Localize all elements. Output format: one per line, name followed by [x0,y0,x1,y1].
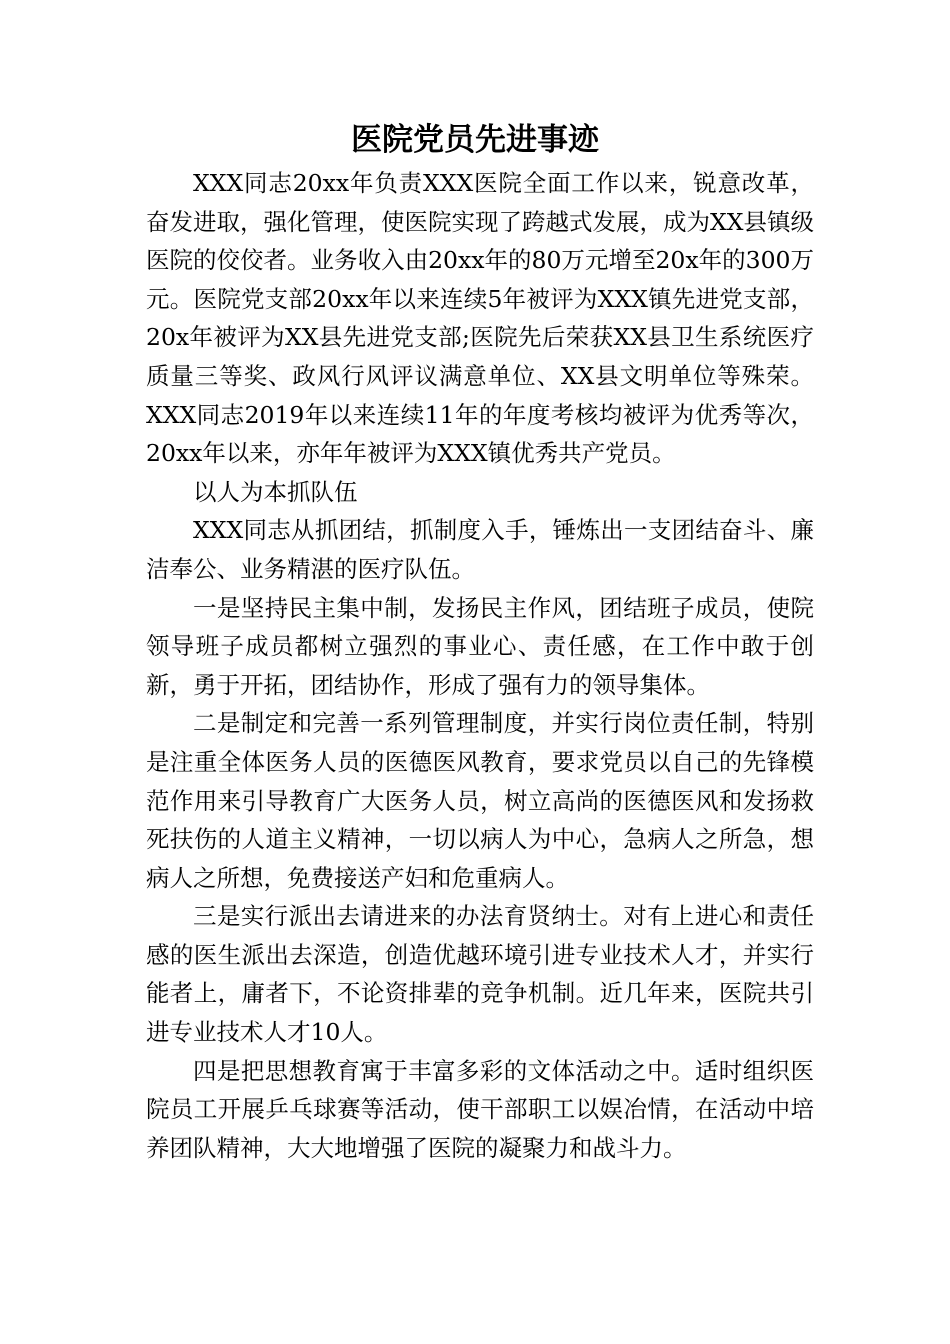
paragraph-point-three: 三是实行派出去请进来的办法育贤纳士。对有上进心和责任感的医生派出去深造，创造优越环境引进专业技术人才，并实行能者上，庸者下，不论资排辈的竞争机制。近几年来，医院共引进专业技术人才10人。 [146,902,814,1047]
document-title: 医院党员先进事迹 [351,122,599,158]
paragraph-point-one: 一是坚持民主集中制，发扬民主作风，团结班子成员，使院领导班子成员都树立强烈的事业心、责任感，在工作中敢于创新，勇于开拓，团结协作，形成了强有力的领导集体。 [146,593,814,699]
paragraph-team: XXX同志从抓团结，抓制度入手，锤炼出一支团结奋斗、廉洁奉公、业务精湛的医疗队伍。 [146,516,814,583]
paragraph-point-two: 二是制定和完善一系列管理制度，并实行岗位责任制，特别是注重全体医务人员的医德医风教育，要求党员以自己的先锋模范作用来引导教育广大医务人员，树立高尚的医德医风和发扬救死扶伤的人道主义精神，一切以病人为中心，急病人之所急，想病人之所想，免费接送产妇和危重病人。 [146,709,814,892]
section-heading: 以人为本抓队伍 [193,477,358,506]
paragraph-point-four: 四是把思想教育寓于丰富多彩的文体活动之中。适时组织医院员工开展乒乓球赛等活动，使干部职工以娱冶情，在活动中培养团队精神，大大地增强了医院的凝聚力和战斗力。 [146,1056,814,1162]
paragraph-intro: XXX同志20xx年负责XXX医院全面工作以来，锐意改革，奋发进取，强化管理，使医院实现了跨越式发展，成为XX县镇级医院的佼佼者。业务收入由20xx年的80万元增至20x年的300万元。医院党支部20xx年以来连续5年被评为XXX镇先进党支部，20x年被评为XX县先进党支部;医院先后荣获XX县卫生系统医疗质量三等奖、政风行风评议满意单位、XX县文明单位等殊荣。XXX同志2019年以来连续11年的年度考核均被评为优秀等次，20xx年以来，亦年年被评为XXX镇优秀共产党员。 [146,169,814,468]
document-body [146,164,814,1167]
